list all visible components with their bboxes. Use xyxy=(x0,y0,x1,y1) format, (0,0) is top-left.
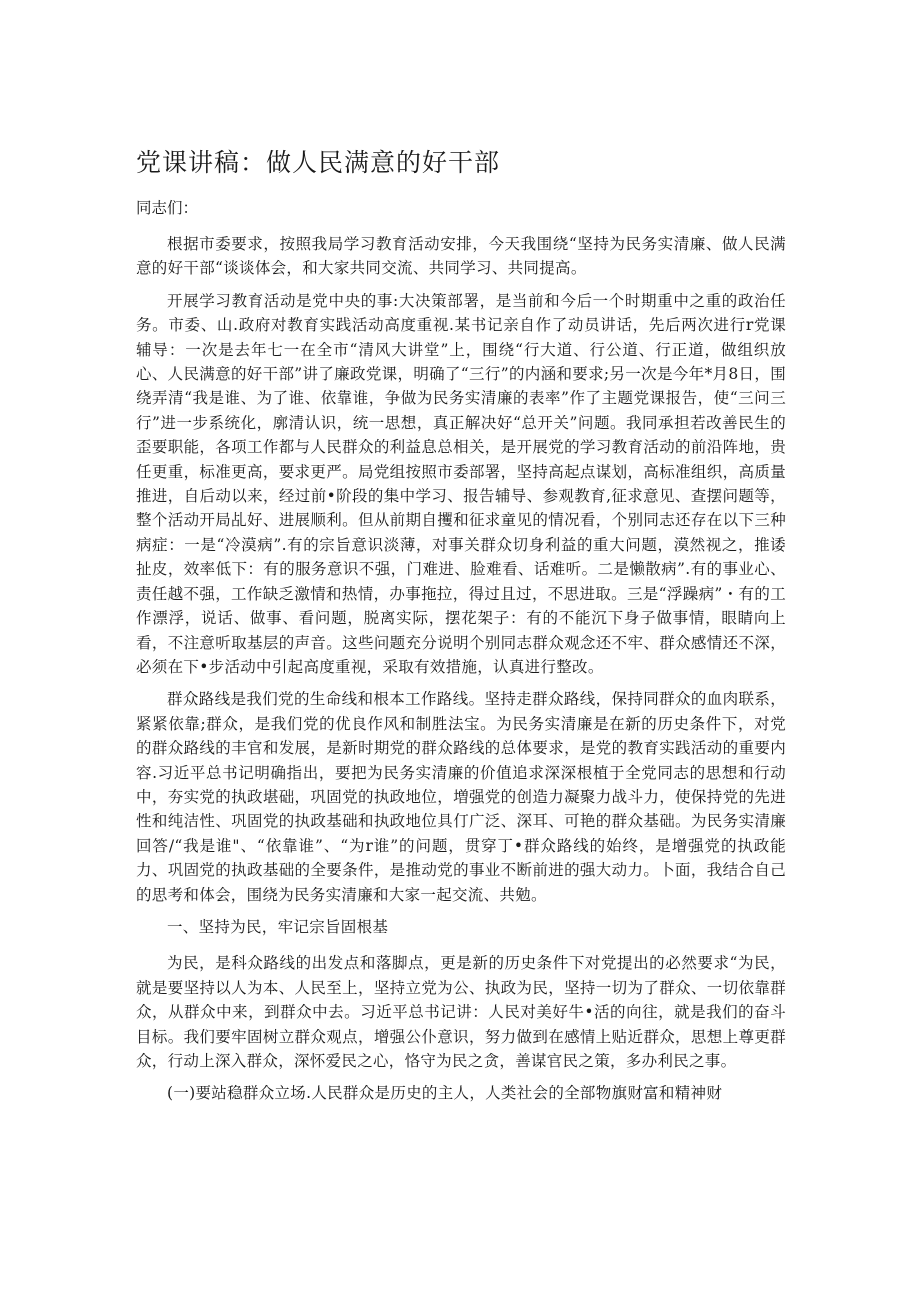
document-title: 党课讲稿：做人民满意的好干部 xyxy=(136,148,501,177)
paragraph: 为民，是科众路线的出发点和落脚点，更是新的历史条件下对党提出的必然要求“为民，就是要坚持以人为本、人民至上，坚持立党为公、执政为民，坚持一切为了群众、一切依靠群众，从群众中来，到群众中去。习近平总书记讲：人民对美好牛•活的向往，就是我们的奋斗目标。我们要牢固树立群众观点，增强公仆意识，努力做到在感情上贴近群众，思想上尊更群众，行动上深入群众，深怀爱民之心，恪守为民之贪，善谋官民之策，多办利民之事。 xyxy=(136,954,786,1070)
section-heading: 一、坚持为民，牢记宗旨固根基 xyxy=(167,917,389,936)
paragraph: 群众路线是我们党的生命线和根本工作路线。坚持走群众路线，保持同群众的血肉联系，紧紧依靠;群众，是我们党的优良作风和制胜法宝。为民务实清廉是在新的历史条件下，对党的群众路线的丰官和发展，是新时期党的群众路线的总体要求，是党的教育实践活动的重要内容.习近平总书记明确指出，要把为民务实清廉的价值追求深深根植于全党同志的思想和行动中，夯实党的执政堪础，巩固党的执政地位，増强党的创造力凝聚力战斗力，使保持党的先进性和纯洁性、巩固党的执政基础和执政地位具仃广泛、深耳、可艳的群众基础。为民务实清廉回答/“我是谁"、“依靠谁”、“为r谁”的问题，贯穿丁•群众路线的始终，是增强党的执政能力、巩固党的执政基础的全要条件，是推动党的事业不断前进的强大动力。卜面，我结合自己的思考和体会，围绕为民务实清廉和大家一起交流、共勉。 xyxy=(136,690,786,904)
paragraph: (一)要站稳群众立场.人民群众是历史的主人，人类社会的全部物旗财富和精神财 xyxy=(167,1084,723,1103)
salutation: 同志们： xyxy=(136,199,199,217)
document-body xyxy=(136,232,786,1114)
paragraph: 开展学习教育活动是党中央的事:大决策部署，是当前和今后一个时期重中之重的政治任务。市委、山.政府对教育实践活动高度重视.某书记亲自作了动员讲话，先后两次进行r党课辅导：一次是去年七一在全市“清风大讲堂”上，围绕“行大道、行公道、行正道，做组织放心、人民满意的好干部”讲了廉政党课，明确了“三行”的内涵和要求;另一次是今年*月8日，围绕弄清“我是谁、为了谁、依靠谁，争做为民务实清廉的表率”作了主题党课报告，使“三问三行”进一步系统化，廓清认识，统一思想，真正解决好“总开关”问题。我同承担若改善民生的歪要职能，各项工作都与人民群众的利益息总相关，是开展党的学习教育活动的前沿阵地，贵任更重，标准更高，要求更严。局党组按照市委部署，坚持高起点谋划，高标准组织，高质量推进，自后动以来，经过前•阶段的集中学习、报告辅导、参观教育,征求意见、查摆问题等，整个活动开局乩好、进展顺利。但从前期自攫和征求童见的情况看，个别同志还存在以下三种病症：一是“冷漠病”.有的宗旨意识淡薄，对事关群众切身利益的重大问题，漠然视之，推诿扯皮，效率低下：有的服务意识不强，门难进、脸难看、话难听。二是懒散病”.有的事业心、责任越不强，工作缺乏激情和热情，办事拖拉，得过且过，不思进取。三是“浮躁病”・有的工作漂浮，说话、做事、看问题，脱离实际，摆花架子：有的不能沉下身子做事情，眼睛向上看，不注意听取基层的声音。这些问题充分说明个别同志群众观念还不牢、群众感情还不深，必须在下•步活动中引起高度重视，采取有效措施，认真进行整改。 xyxy=(136,291,786,676)
paragraph: 根据市委要求，按照我局学习教育活动安排，今天我围绕“坚持为民务实清廉、做人民满意的好干部“谈谈体会，和大家共同交流、共同学习、共同提高。 xyxy=(136,235,786,278)
